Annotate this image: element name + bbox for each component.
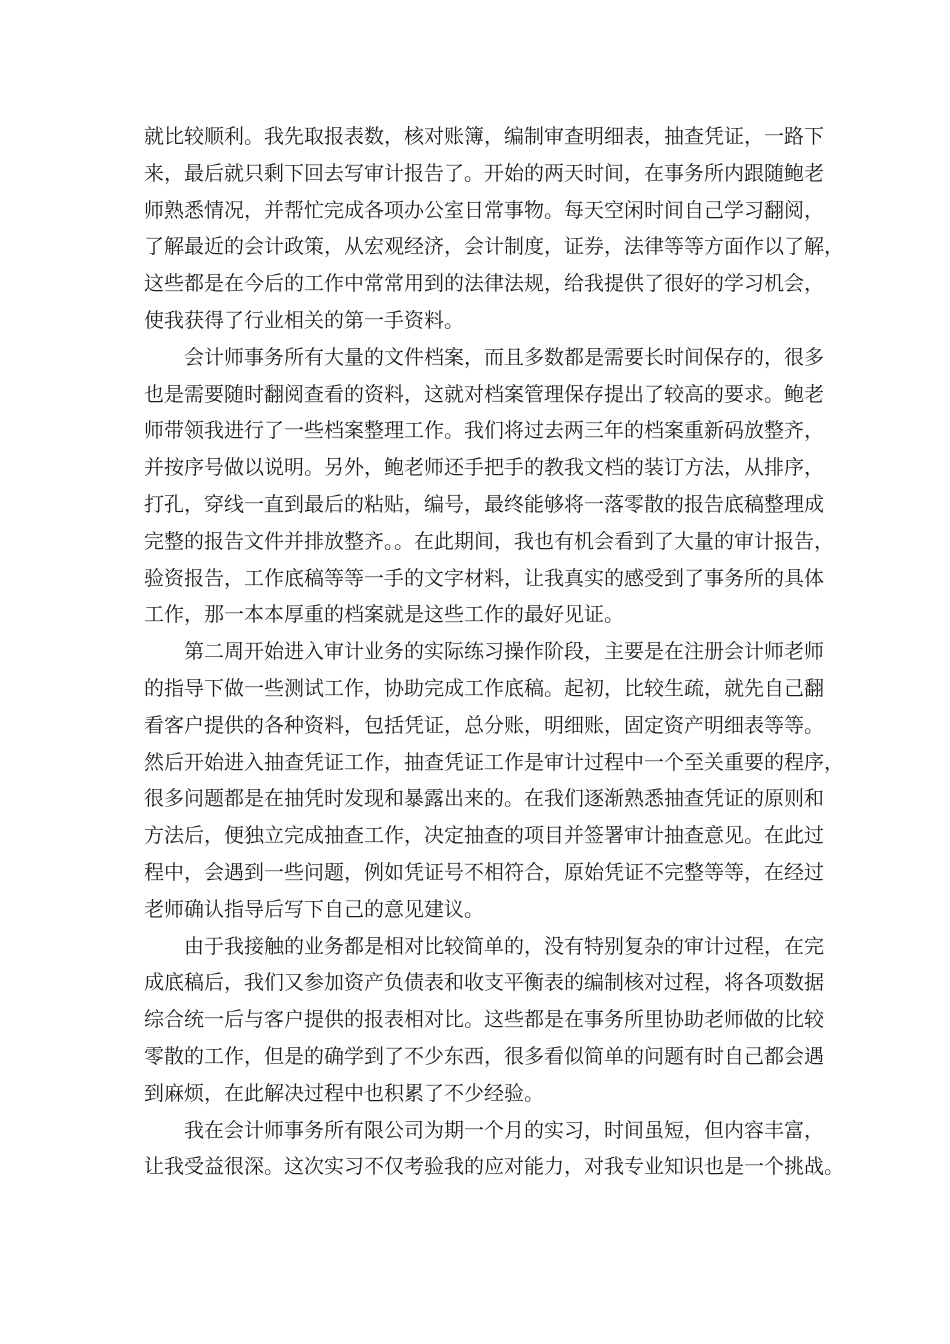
- text-line: 程中，会遇到一些问题，例如凭证号不相符合，原始凭证不完整等等，在经过: [144, 859, 824, 884]
- paragraph-1: [144, 118, 844, 339]
- text-line: 成底稿后，我们又参加资产负债表和收支平衡表的编制核对过程，将各项数据: [144, 970, 824, 995]
- text-line: 然后开始进入抽查凭证工作，抽查凭证工作是审计过程中一个至关重要的程序，: [144, 749, 844, 774]
- text-line: 老师确认指导后写下自己的意见建议。: [144, 896, 484, 921]
- paragraph-2: [144, 339, 834, 633]
- text-line: 师带领我进行了一些档案整理工作。我们将过去两三年的档案重新码放整齐，: [144, 418, 824, 443]
- text-line: 看客户提供的各种资料，包括凭证，总分账，明细账，固定资产明细表等等。: [144, 712, 824, 737]
- text-line: 综合统一后与客户提供的报表相对比。这些都是在事务所里协助老师做的比较: [144, 1007, 824, 1032]
- text-line: 的指导下做一些测试工作，协助完成工作底稿。起初，比较生疏，就先自己翻: [144, 675, 824, 700]
- text-line: 完整的报告文件并排放整齐。。在此期间，我也有机会看到了大量的审计报告，: [144, 528, 834, 553]
- text-line: 第二周开始进入审计业务的实际练习操作阶段，主要是在注册会计师老师: [184, 639, 824, 664]
- text-line: 零散的工作，但是的确学到了不少东西，很多看似简单的问题有时自己都会遇: [144, 1043, 824, 1068]
- text-line: 师熟悉情况，并帮忙完成各项办公室日常事物。每天空闲时间自己学习翻阅，: [144, 197, 824, 222]
- paragraph-5: [144, 1112, 844, 1186]
- paragraph-3: [144, 633, 844, 927]
- text-line: 很多问题都是在抽凭时发现和暴露出来的。在我们逐渐熟悉抽查凭证的原则和: [144, 786, 824, 811]
- text-line: 并按序号做以说明。另外，鲍老师还手把手的教我文档的装订方法，从排序，: [144, 455, 824, 480]
- text-line: 由于我接触的业务都是相对比较简单的，没有特别复杂的审计过程，在完: [184, 933, 824, 958]
- text-line: 打孔，穿线一直到最后的粘贴，编号，最终能够将一落零散的报告底稿整理成: [144, 491, 824, 516]
- text-line: 就比较顺利。我先取报表数，核对账簿，编制审查明细表，抽查凭证，一路下: [144, 124, 824, 148]
- text-line: 验资报告，工作底稿等等一手的文字材料，让我真实的感受到了事务所的具体: [144, 565, 824, 590]
- text-line: 了解最近的会计政策，从宏观经济，会计制度，证券，法律等等方面作以了解，: [144, 234, 844, 259]
- text-line: 这些都是在今后的工作中常常用到的法律法规，给我提供了很好的学习机会，: [144, 271, 824, 296]
- text-line: 会计师事务所有大量的文件档案，而且多数都是需要长时间保存的，很多: [184, 344, 824, 369]
- paragraph-4: [144, 928, 824, 1112]
- text-line: 方法后，便独立完成抽查工作，决定抽查的项目并签署审计抽查意见。在此过: [144, 823, 824, 848]
- text-line: 让我受益很深。这次实习不仅考验我的应对能力，对我专业知识也是一个挑战。: [144, 1154, 844, 1179]
- body-text: [144, 118, 844, 1185]
- text-line: 到麻烦，在此解决过程中也积累了不少经验。: [144, 1080, 544, 1105]
- text-line: 工作，那一本本厚重的档案就是这些工作的最好见证。: [144, 602, 624, 627]
- text-line: 我在会计师事务所有限公司为期一个月的实习，时间虽短，但内容丰富，: [184, 1117, 824, 1142]
- text-line: 使我获得了行业相关的第一手资料。: [144, 307, 464, 332]
- text-line: 也是需要随时翻阅查看的资料，这就对档案管理保存提出了较高的要求。鲍老: [144, 381, 824, 406]
- text-line: 来，最后就只剩下回去写审计报告了。开始的两天时间，在事务所内跟随鲍老: [144, 160, 824, 185]
